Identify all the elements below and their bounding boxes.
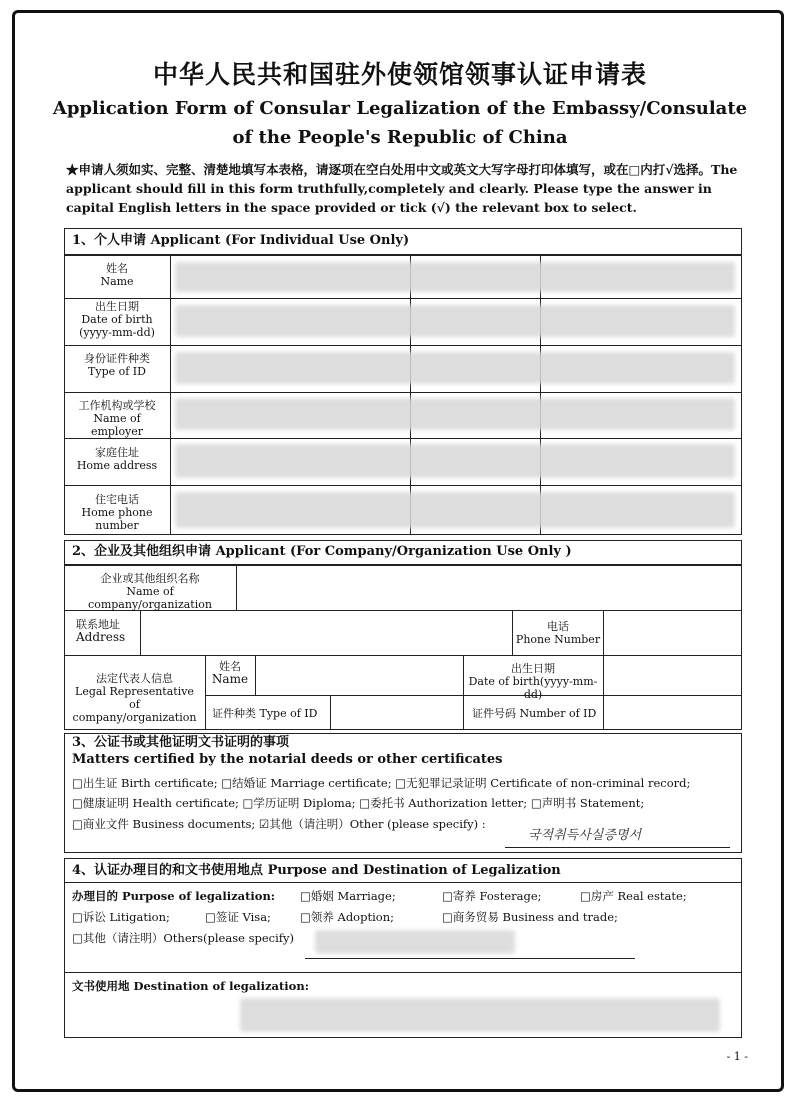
section4-title: 4、认证办理目的和文书使用地点 Purpose and Destination of Legalization bbox=[72, 863, 561, 878]
purpose-realestate-checkbox[interactable]: □房产 Real estate; bbox=[580, 889, 687, 903]
certificate-options-row1[interactable]: □出生证 Birth certificate; □结婚证 Marriage certificate; □无犯罪记录证明 Certificate of non-criminal record; bbox=[72, 776, 691, 790]
dob-label: 出生日期 Date of birth (yyyy-mm-dd) bbox=[79, 300, 155, 339]
legal-name-label: 姓名 Name bbox=[211, 660, 249, 686]
purpose-marriage-checkbox[interactable]: □婚姻 Marriage; bbox=[300, 889, 396, 903]
purpose-business-checkbox[interactable]: □商务贸易 Business and trade; bbox=[442, 910, 618, 924]
other-specified-value: 국적취득사실증명서 bbox=[528, 828, 642, 843]
title-english-line2: of the People's Republic of China bbox=[232, 127, 568, 148]
redacted-purpose bbox=[315, 930, 515, 954]
purpose-label: 办理目的 Purpose of legalization: bbox=[72, 889, 276, 903]
redacted-row bbox=[175, 305, 735, 337]
name-label: 姓名 Name bbox=[100, 262, 134, 288]
address-label: 家庭住址 Home address bbox=[76, 446, 158, 472]
purpose-other-checkbox[interactable]: □其他（请注明）Others(please specify) bbox=[72, 931, 295, 945]
company-label: 企业或其他组织名称 Name of company/organization bbox=[88, 572, 212, 611]
redacted-row bbox=[175, 444, 735, 478]
legal-idno-label: 证件号码 Number of ID bbox=[472, 707, 597, 720]
certificate-options-row3[interactable]: □商业文件 Business documents; ☑其他（请注明）Other (please specify) : bbox=[72, 817, 486, 831]
section2-title: 2、企业及其他组织申请 Applicant (For Company/Organization Use Only ) bbox=[72, 544, 572, 559]
page-number: - 1 - bbox=[726, 1050, 748, 1063]
purpose-visa-checkbox[interactable]: □签证 Visa; bbox=[205, 910, 271, 924]
section3-title-cn: 3、公证书或其他证明文书证明的事项 bbox=[72, 735, 290, 750]
section3-title-en: Matters certified by the notarial deeds or other certificates bbox=[72, 752, 503, 767]
certificate-options-row2[interactable]: □健康证明 Health certificate; □学历证明 Diploma; □委托书 Authorization letter; □声明书 Statement; bbox=[72, 796, 645, 810]
redacted-row bbox=[175, 352, 735, 384]
redacted-row bbox=[175, 398, 735, 430]
title-english-line1: Application Form of Consular Legalization of the Embassy/Consulate bbox=[52, 98, 748, 119]
address-label-org: 联系地址 Address bbox=[76, 618, 126, 644]
redacted-destination bbox=[240, 998, 720, 1032]
phone-label-org: 电话 Phone Number bbox=[515, 620, 601, 646]
legal-rep-label: 法定代表人信息 Legal Representative of company/organization bbox=[72, 672, 197, 724]
redacted-row bbox=[175, 492, 735, 528]
idtype-label: 身份证件种类 Type of ID bbox=[84, 352, 150, 378]
destination-label: 文书使用地 Destination of legalization: bbox=[72, 979, 309, 993]
legal-dob-label: 出生日期 Date of birth(yyyy-mm-dd) bbox=[468, 662, 598, 701]
redacted-row bbox=[175, 262, 735, 292]
purpose-fosterage-checkbox[interactable]: □寄养 Fosterage; bbox=[442, 889, 542, 903]
instructions: ★申请人须如实、完整、清楚地填写本表格，请逐项在空白处用中文或英文大写字母打印体填写，或在□内打√选择。The applicant should fill in this form truthfully,completely and clearly. Please type the answer in capital English letters in the space provided or tick (√) the relevant box to select. bbox=[66, 162, 738, 215]
section1-title: 1、个人申请 Applicant (For Individual Use Only) bbox=[72, 233, 410, 248]
purpose-adoption-checkbox[interactable]: □领养 Adoption; bbox=[300, 910, 394, 924]
title-chinese: 中华人民共和国驻外使领馆领事认证申请表 bbox=[152, 60, 647, 89]
employer-label: 工作机构或学校 Name of employer bbox=[78, 399, 156, 438]
phone-label: 住宅电话 Home phone number bbox=[81, 493, 153, 532]
legal-idtype-label: 证件种类 Type of ID bbox=[212, 707, 318, 720]
purpose-litigation-checkbox[interactable]: □诉讼 Litigation; bbox=[72, 910, 170, 924]
